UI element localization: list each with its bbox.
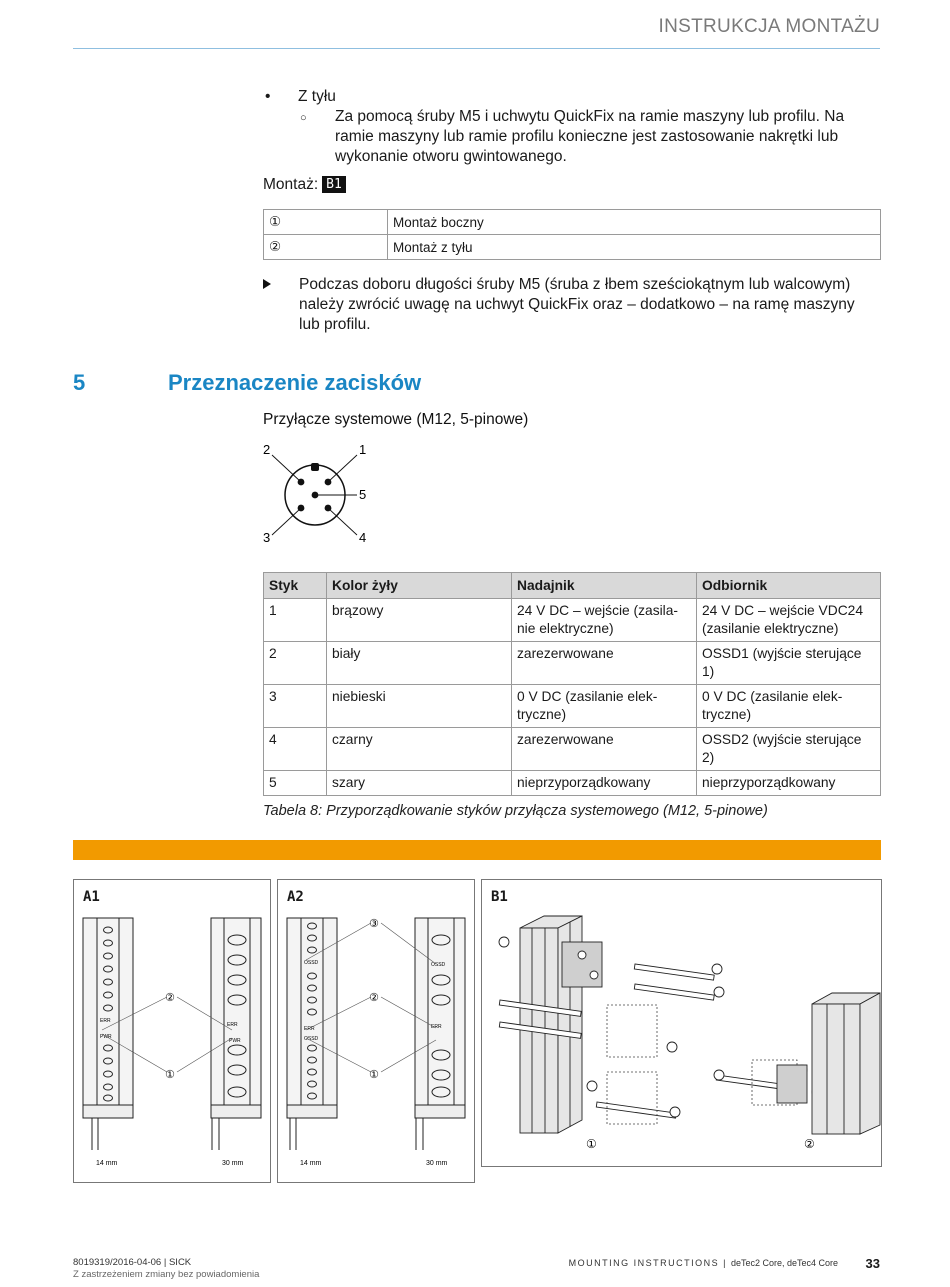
column-header: Odbiornik	[697, 573, 881, 599]
section-number: 5	[73, 370, 86, 395]
table-row	[264, 235, 881, 260]
instruction-note	[263, 275, 863, 335]
cell-line: 24 V DC – wejście VDC24	[702, 603, 864, 618]
cell-odbiornik	[697, 728, 881, 771]
section-title: Przeznaczenie zacisków	[168, 370, 422, 395]
cell-kolor: brązowy	[327, 599, 512, 642]
figure-label: A1	[83, 889, 100, 905]
footer-left	[73, 1257, 259, 1281]
sub-bullet-circle: ○	[300, 112, 307, 124]
table-row	[264, 728, 881, 771]
led-label: OSSD	[431, 962, 446, 968]
led-label: OSSD	[304, 1036, 319, 1042]
led-label: ERR	[227, 1022, 238, 1028]
dimension-left: 14 mm	[300, 1160, 322, 1167]
table-row	[264, 642, 881, 685]
callout-1: ①	[165, 1068, 175, 1081]
table-row	[264, 210, 881, 235]
a1-drawing	[74, 880, 270, 1182]
cell-line: zarezerwowane	[517, 732, 614, 747]
led-label: PWR	[229, 1038, 241, 1044]
sub-bullet-line: Za pomocą śruby M5 i uchwytu QuickFix na ramie maszyny lub profilu. Na	[335, 108, 845, 125]
cell-odbiornik: nieprzyporządkowany	[697, 771, 881, 796]
callout-1: ①	[369, 1068, 379, 1081]
column-header: Nadajnik	[512, 573, 697, 599]
orange-divider-bar	[73, 840, 881, 860]
connector-title: Przyłącze systemowe (M12, 5-pinowe)	[263, 411, 529, 428]
legend-num: ①	[264, 210, 388, 235]
led-label: ERR	[100, 1018, 111, 1024]
cell-nadajnik	[512, 685, 697, 728]
figure-panel-a1	[73, 879, 271, 1183]
figure-panel-a2	[277, 879, 475, 1183]
pin-label-1: 1	[359, 442, 367, 457]
cell-styk: 1	[264, 599, 327, 642]
legend-text: Montaż boczny	[388, 210, 881, 235]
dimension-right: 30 mm	[222, 1160, 244, 1167]
bullet-dot: •	[265, 88, 271, 105]
cell-line: tryczne)	[517, 707, 567, 722]
cell-line: OSSD1 (wyjście sterujące	[702, 646, 862, 661]
note-line: Podczas doboru długości śruby M5 (śruba z łbem sześciokątnym lub walcowym)	[299, 276, 851, 293]
sub-bullet-item	[300, 107, 870, 167]
cell-kolor: szary	[327, 771, 512, 796]
pin-label-4: 4	[359, 530, 367, 545]
note-line: lub profilu.	[299, 316, 371, 333]
cell-line: nie elektryczne)	[517, 621, 614, 636]
table-header-row	[264, 573, 881, 599]
cell-nadajnik	[512, 728, 697, 771]
callout-1: ①	[586, 1137, 597, 1151]
callout-2: ②	[369, 991, 379, 1004]
dimension-left: 14 mm	[96, 1160, 118, 1167]
footer-disclaimer: Z zastrzeżeniem zmiany bez powiadomienia	[73, 1269, 260, 1280]
cell-nadajnik	[512, 642, 697, 685]
pin-label-3: 3	[263, 530, 271, 545]
column-header: Kolor żyły	[327, 573, 512, 599]
footer-doc-type: MOUNTING INSTRUCTIONS |	[568, 1258, 727, 1268]
bullet-text: Z tyłu	[298, 88, 336, 105]
a2-drawing	[278, 880, 474, 1182]
pin-assignment-table	[263, 572, 881, 796]
sub-bullet-line: ramie maszyny lub ramie profilu konieczne jest zastosowanie nakrętki lub	[335, 128, 839, 145]
cell-line: 0 V DC (zasilanie elek-	[517, 689, 658, 704]
cell-nadajnik	[512, 599, 697, 642]
table-row	[264, 599, 881, 642]
b1-drawing	[482, 880, 881, 1166]
note-line: należy zwrócić uwagę na uchwyt QuickFix oraz – dodatkowo – na ramę maszyny	[299, 296, 855, 313]
cell-odbiornik	[697, 599, 881, 642]
table-row	[264, 771, 881, 796]
arrow-icon	[263, 279, 271, 289]
connector-key	[311, 463, 319, 471]
footer-doc-id: 8019319/2016-04-06 | SICK	[73, 1257, 192, 1268]
figure-label: A2	[287, 889, 304, 905]
figure-panel-b1	[481, 879, 882, 1167]
column-header: Styk	[264, 573, 327, 599]
led-label: OSSD	[304, 960, 319, 966]
cell-line: 1)	[702, 664, 715, 679]
footer-product: deTec2 Core, deTec4 Core	[730, 1258, 838, 1268]
led-label: ERR	[431, 1024, 442, 1030]
footer-right	[569, 1258, 838, 1268]
figure-label: B1	[491, 889, 508, 905]
callout-2: ②	[804, 1137, 815, 1151]
cell-kolor: czarny	[327, 728, 512, 771]
bullet-item	[265, 87, 336, 107]
cell-line: zarezerwowane	[517, 646, 614, 661]
led-label: PWR	[100, 1034, 112, 1040]
table-row	[264, 685, 881, 728]
cell-styk: 4	[264, 728, 327, 771]
cell-styk: 2	[264, 642, 327, 685]
cell-odbiornik	[697, 642, 881, 685]
cell-odbiornik	[697, 685, 881, 728]
pin-label-2: 2	[263, 442, 271, 457]
cell-nadajnik: nieprzyporządkowany	[512, 771, 697, 796]
cell-styk: 5	[264, 771, 327, 796]
dimension-right: 30 mm	[426, 1160, 448, 1167]
cell-line: 0 V DC (zasilanie elek-	[702, 689, 843, 704]
cell-line: (zasilanie elektryczne)	[702, 621, 839, 636]
legend-num: ②	[264, 235, 388, 260]
mounting-badge: B1	[322, 176, 346, 193]
m12-connector-diagram	[255, 438, 395, 550]
callout-2: ②	[165, 991, 175, 1004]
callout-3: ③	[369, 917, 379, 930]
cell-line: 24 V DC – wejście (zasila-	[517, 603, 679, 618]
cell-kolor: biały	[327, 642, 512, 685]
pin-label-5: 5	[359, 487, 367, 502]
cell-kolor: niebieski	[327, 685, 512, 728]
cell-line: OSSD2 (wyjście sterujące	[702, 732, 862, 747]
legend-text: Montaż z tyłu	[388, 235, 881, 260]
mounting-label: Montaż:	[263, 176, 319, 193]
table-caption: Tabela 8: Przyporządkowanie styków przyłącza systemowego (M12, 5-pinowe)	[263, 803, 768, 819]
mounting-label-row	[263, 176, 346, 194]
legend-table	[263, 209, 881, 260]
sub-bullet-line: wykonanie otworu gwintowanego.	[335, 148, 567, 165]
cell-line: 2)	[702, 750, 715, 765]
led-label: ERR	[304, 1026, 315, 1032]
cell-line: tryczne)	[702, 707, 752, 722]
header-divider	[73, 48, 880, 49]
page-number: 33	[865, 1256, 880, 1271]
page-header-title: INSTRUKCJA MONTAŻU	[658, 16, 880, 37]
cell-styk: 3	[264, 685, 327, 728]
